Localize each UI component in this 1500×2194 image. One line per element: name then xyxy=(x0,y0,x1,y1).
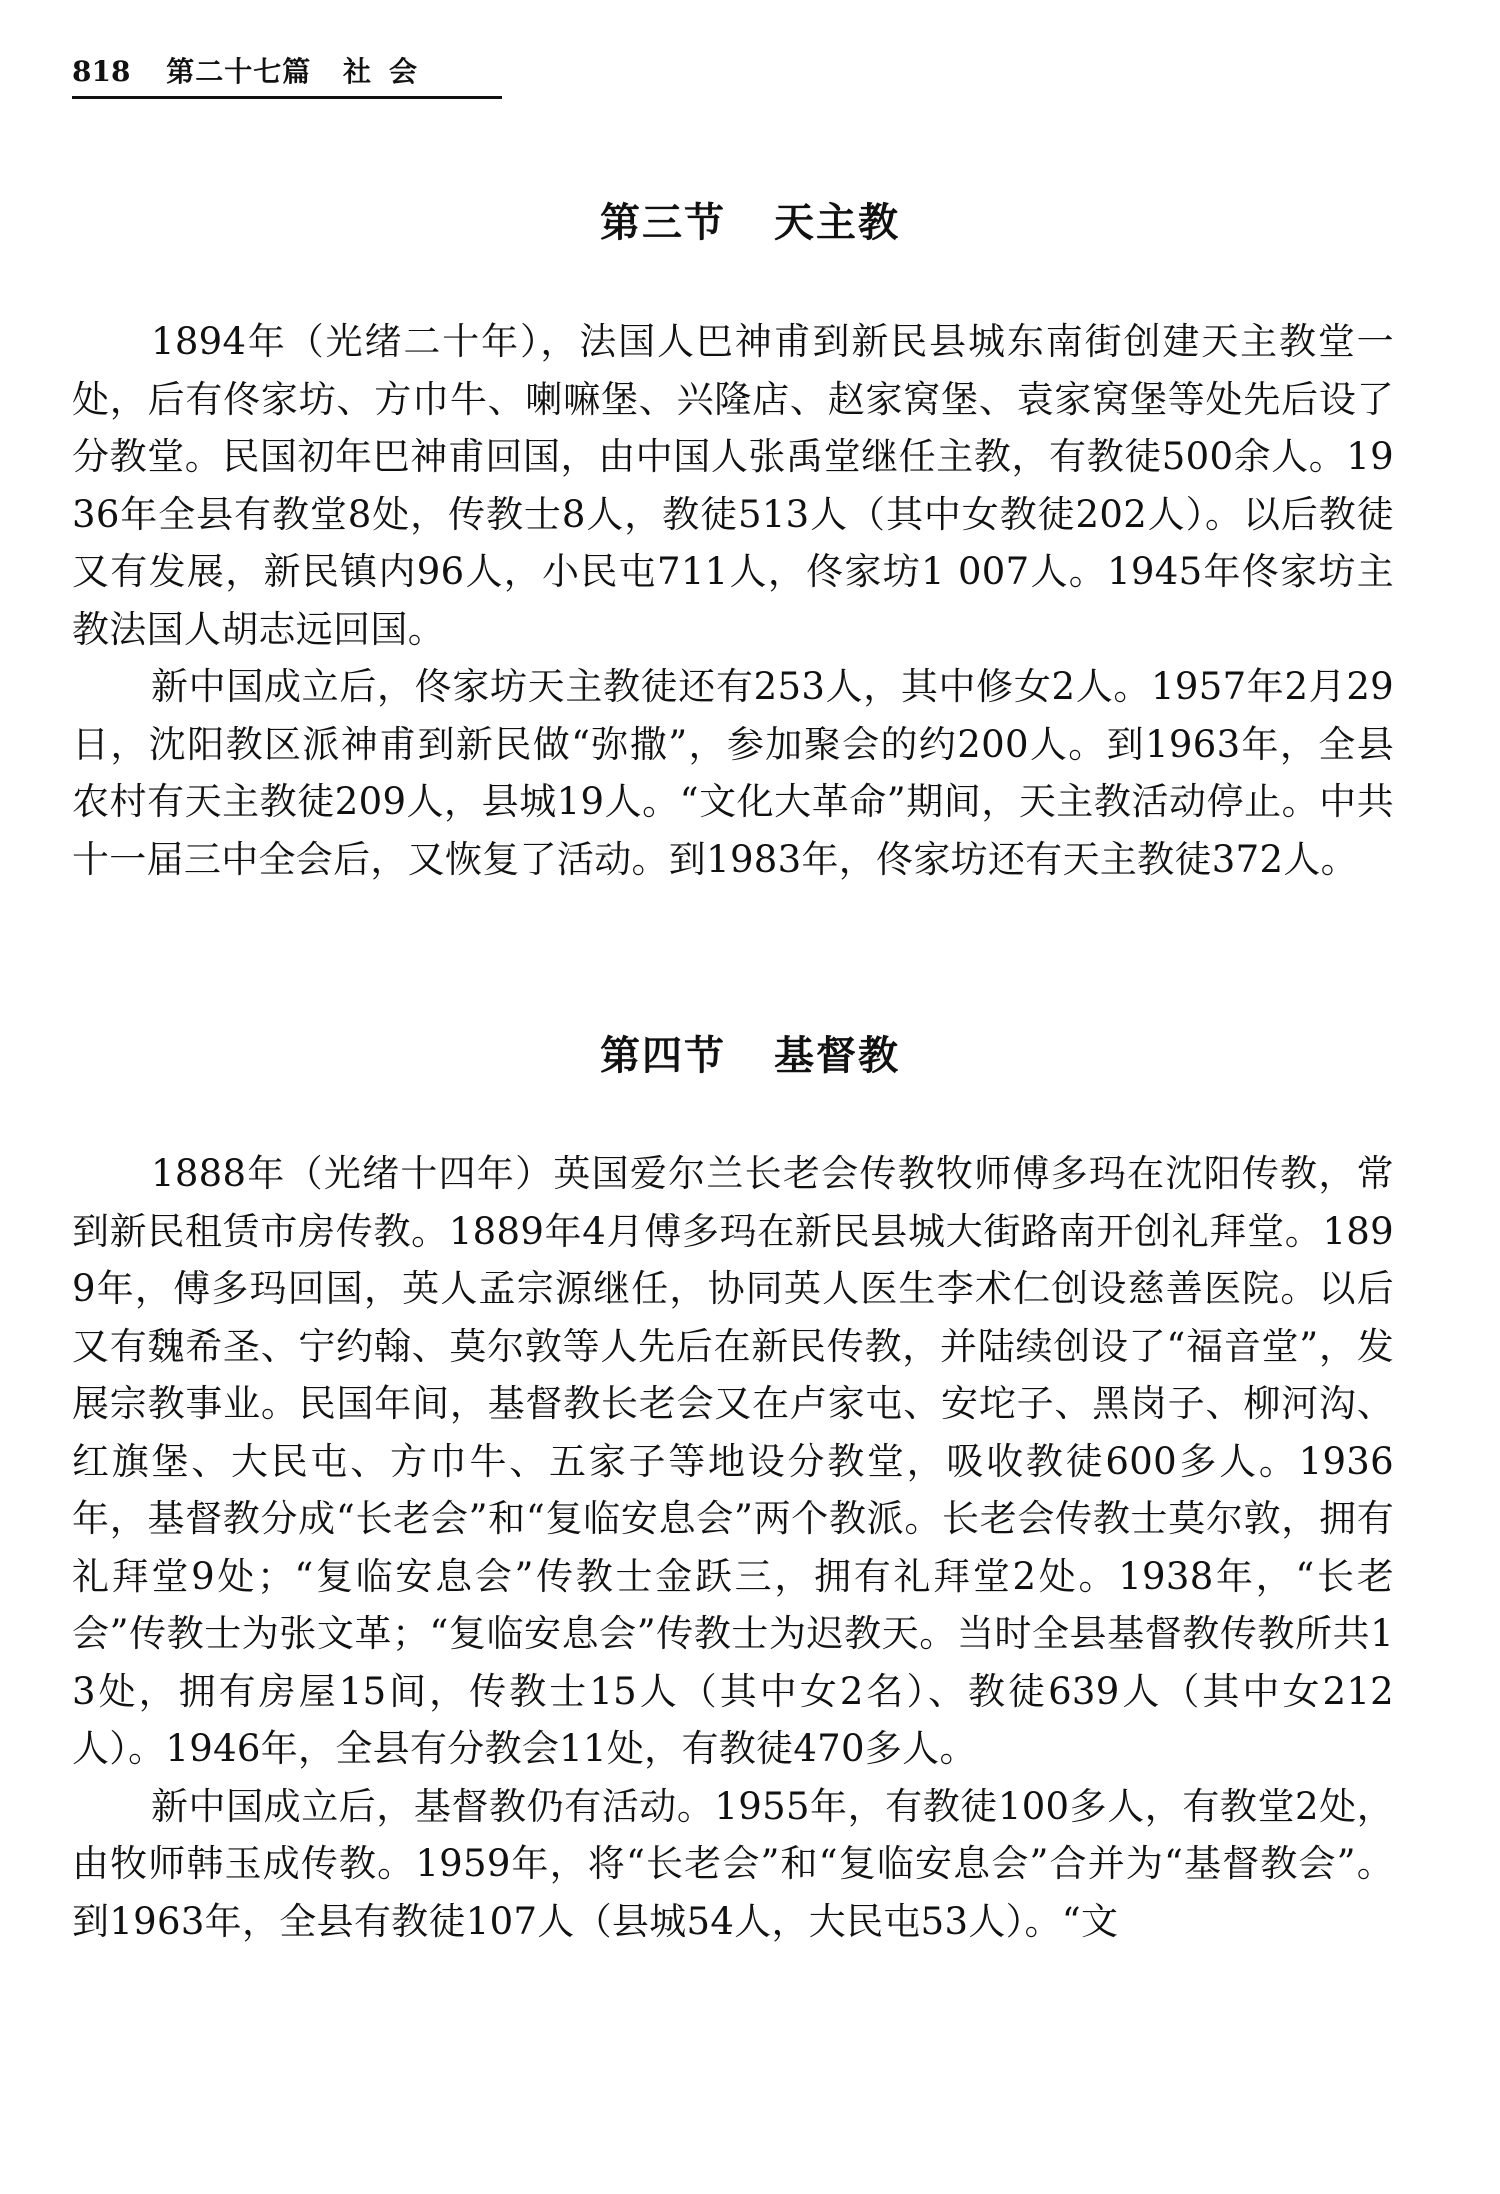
section-number: 第四节 xyxy=(600,1032,726,1079)
page-number: 818 xyxy=(72,55,131,88)
section-number: 第三节 xyxy=(600,199,726,246)
paragraph: 新中国成立后，佟家坊天主教徒还有253人，其中修女2人。1957年2月29日，沈阳教区派神甫到新民做“弥撒”，参加聚会的约200人。到1963年，全县农村有天主教徒209人，县城19人。“文化大革命”期间，天主教活动停止。中共十一届三中全会后，又恢复了活动。到1983年，佟家坊还有天主教徒372人。 xyxy=(72,665,1394,881)
section-heading-christianity xyxy=(0,1026,1500,1086)
paragraph: 1888年（光绪十四年）英国爱尔兰长老会传教牧师傅多玛在沈阳传教，常到新民租赁市房传教。1889年4月傅多玛在新民县城大街路南开创礼拜堂。1899年，傅多玛回国，英人孟宗源继任，协同英人医生李术仁创设慈善医院。以后又有魏希圣、宁约翰、莫尔敦等人先后在新民传教，并陆续创设了“福音堂”，发展宗教事业。民国年间，基督教长老会又在卢家屯、安坨子、黑岗子、柳河沟、红旗堡、大民屯、方巾牛、五家子等地设分教堂，吸收教徒600多人。1936年，基督教分成“长老会”和“复临安息会”两个教派。长老会传教士莫尔敦，拥有礼拜堂9处；“复临安息会”传教士金跃三，拥有礼拜堂2处。1938年，“长老会”传教士为张文革；“复临安息会”传教士为迟教天。当时全县基督教传教所共13处，拥有房屋15间，传教士15人（其中女2名）、教徒639人（其中女212人）。1946年，全县有分教会11处，有教徒470多人。 xyxy=(72,1152,1394,1770)
running-header xyxy=(72,52,502,99)
section-body-christianity xyxy=(72,1145,1394,1950)
section-title: 天主教 xyxy=(774,199,900,246)
section-title: 基督教 xyxy=(774,1032,900,1079)
paragraph: 新中国成立后，基督教仍有活动。1955年，有教徒100多人，有教堂2处，由牧师韩玉成传教。1959年，将“长老会”和“复临安息会”合并为“基督教会”。到1963年，全县有教徒107人（县城54人，大民屯53人）。“文 xyxy=(72,1784,1394,1943)
section-heading-catholicism xyxy=(0,193,1500,253)
part-title: 第二十七篇 xyxy=(166,55,312,88)
section-body-catholicism xyxy=(72,313,1394,888)
paragraph: 1894年（光绪二十年），法国人巴神甫到新民县城东南街创建天主教堂一处，后有佟家坊、方巾牛、喇嘛堡、兴隆店、赵家窝堡、袁家窝堡等处先后设了分教堂。民国初年巴神甫回国，由中国人张禹堂继任主教，有教徒500余人。1936年全县有教堂8处，传教士8人，教徒513人（其中女教徒202人）。以后教徒又有发展，新民镇内96人，小民屯711人，佟家坊1 007人。1945年佟家坊主教法国人胡志远回国。 xyxy=(72,320,1394,651)
chapter-title: 社会 xyxy=(342,55,435,88)
